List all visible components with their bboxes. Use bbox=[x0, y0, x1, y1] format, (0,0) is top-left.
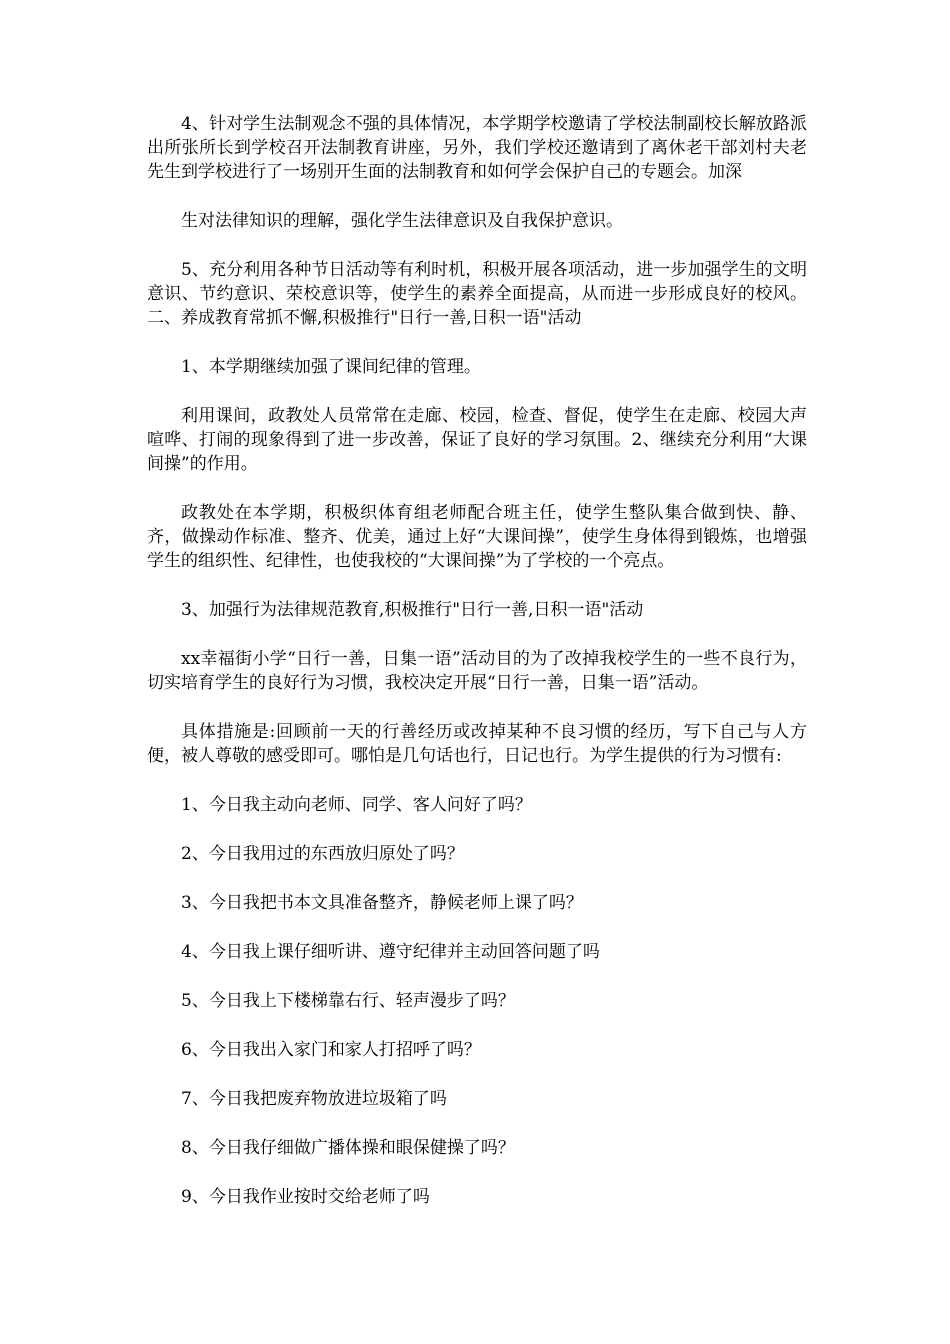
list-item: 3、今日我把书本文具准备整齐，静候老师上课了吗？ bbox=[181, 893, 583, 913]
list-item: 8、今日我仔细做广播体操和眼保健操了吗？ bbox=[181, 1138, 515, 1158]
list-item: 6、今日我出入家门和家人打招呼了吗？ bbox=[181, 1040, 481, 1060]
list-item: 1、今日我主动向老师、同学、客人问好了吗？ bbox=[181, 795, 532, 815]
paragraph-holiday-activities: 5、充分利用各种节日活动等有利时机，积极开展各项活动，进一步加强学生的文明意识、节约意识、荣校意识等，使学生的素养全面提高，从而进一步形成良好的校风。二、养成教育常抓不懈,积极推行"日行一善,日积一语"活动 bbox=[147, 260, 807, 328]
document-page bbox=[147, 112, 807, 1234]
paragraph-recess-supervision: 利用课间，政教处人员常常在走廊、校园，检查、督促，使学生在走廊、校园大声喧哗、打闹的现象得到了进一步改善，保证了良好的学习氛围。2、继续充分利用“大课间操”的作用。 bbox=[147, 406, 807, 474]
list-item: 2、今日我用过的东西放归原处了吗？ bbox=[181, 844, 464, 864]
paragraph-legal-education: 4、针对学生法制观念不强的具体情况，本学期学校邀请了学校法制副校长解放路派出所张所长到学校召开法制教育讲座，另外，我们学校还邀请到了离休老干部刘村夫老先生到学校进行了一场别开生面的法制教育和如何学会保护自己的专题会。加深 bbox=[147, 114, 807, 182]
paragraph-recess-discipline: 1、本学期继续加强了课间纪律的管理。 bbox=[181, 357, 481, 377]
paragraph-exercise-break: 政教处在本学期，积极织体育组老师配合班主任，使学生整队集合做到快、静、齐，做操动作标准、整齐、优美，通过上好“大课间操”，使学生身体得到锻炼，也增强学生的组织性、纪律性，也使我校的“大课间操”为了学校的一个亮点。 bbox=[147, 503, 807, 571]
list-item: 4、今日我上课仔细听讲、遵守纪律并主动回答问题了吗 bbox=[181, 942, 600, 962]
list-item: 5、今日我上下楼梯靠右行、轻声漫步了吗？ bbox=[181, 991, 515, 1011]
paragraph-specific-measures: 具体措施是:回顾前一天的行善经历或改掉某种不良习惯的经历，写下自己与人方便，被人尊敬的感受即可。哪怕是几句话也行，日记也行。为学生提供的行为习惯有: bbox=[147, 722, 807, 766]
paragraph-activity-purpose: xx幸福街小学“日行一善，日集一语”活动目的为了改掉我校学生的一些不良行为，切实培育学生的良好行为习惯，我校决定开展“日行一善，日集一语”活动。 bbox=[147, 649, 807, 693]
paragraph-legal-awareness: 生对法律知识的理解，强化学生法律意识及自我保护意识。 bbox=[181, 211, 623, 231]
paragraph-behavior-norms: 3、加强行为法律规范教育,积极推行"日行一善,日积一语"活动 bbox=[181, 600, 644, 620]
list-item: 9、今日我作业按时交给老师了吗 bbox=[181, 1187, 430, 1207]
list-item: 7、今日我把废弃物放进垃圾箱了吗 bbox=[181, 1089, 447, 1109]
